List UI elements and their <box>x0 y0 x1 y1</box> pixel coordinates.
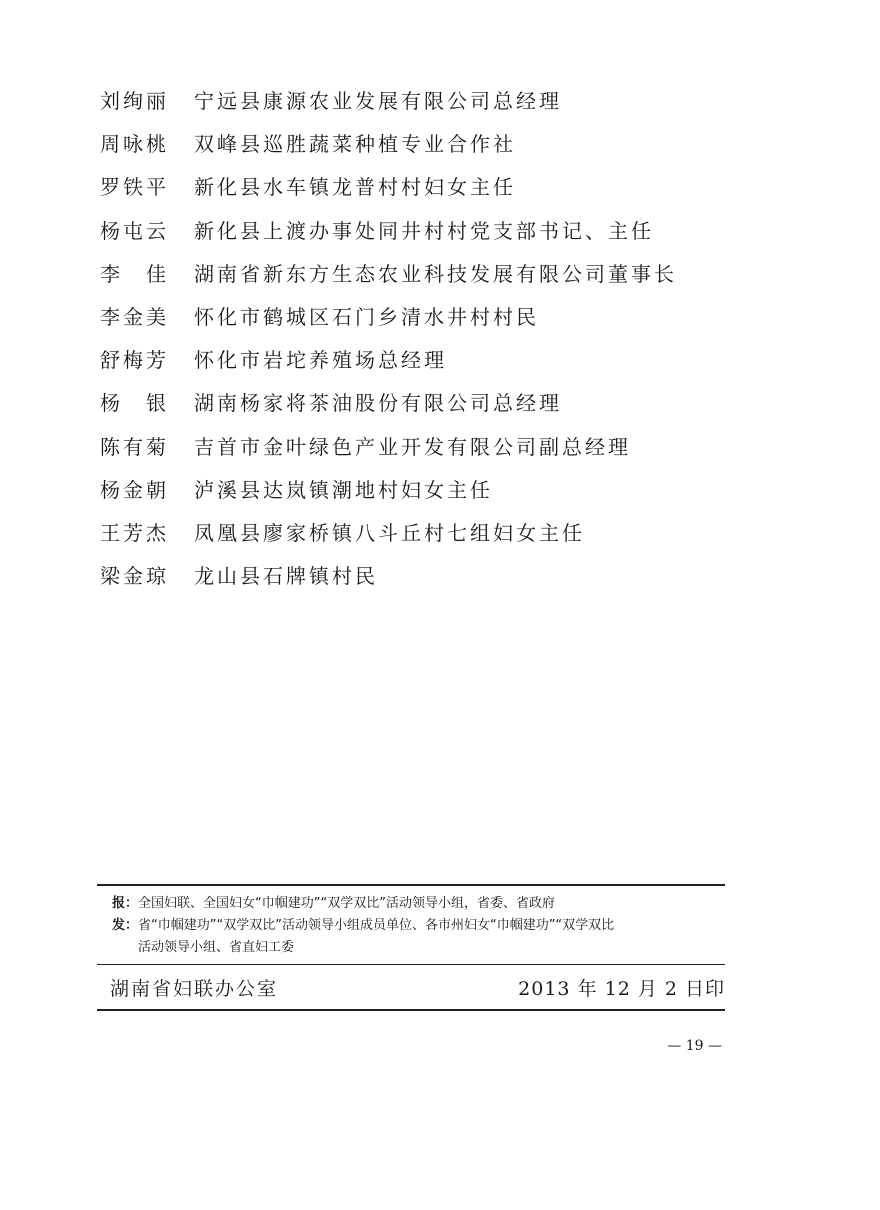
member-name: 陈有菊 <box>100 434 169 459</box>
send-text-continued: 活动领导小组、省直妇工委 <box>138 940 295 955</box>
footer-top-rule <box>97 884 725 886</box>
send-label: 发： <box>112 918 139 933</box>
member-description: 湖南杨家将茶油股份有限公司总经理 <box>194 391 562 416</box>
member-description: 新化县水车镇龙普村村妇女主任 <box>194 175 516 200</box>
member-description: 双峰县巡胜蔬菜种植专业合作社 <box>194 132 516 157</box>
member-name: 李 佳 <box>100 261 169 286</box>
send-line <box>112 915 732 937</box>
member-name: 刘绚丽 <box>100 89 169 114</box>
issuer-name: 湖南省妇联办公室 <box>110 977 279 1000</box>
list-item <box>100 208 840 251</box>
member-list <box>100 78 840 596</box>
footer-bottom-rule <box>97 1009 725 1011</box>
list-item <box>100 553 840 596</box>
page-number: — 19 — <box>667 1038 722 1054</box>
list-item <box>100 78 840 121</box>
member-description: 吉首市金叶绿色产业开发有限公司副总经理 <box>194 434 631 459</box>
member-name: 罗铁平 <box>100 175 169 200</box>
member-name: 舒梅芳 <box>100 348 169 373</box>
member-description: 怀化市鹤城区石门乡清水井村村民 <box>194 305 539 330</box>
member-name: 王芳杰 <box>100 520 169 545</box>
member-description: 宁远县康源农业发展有限公司总经理 <box>194 89 562 114</box>
list-item <box>100 164 840 207</box>
distribution-notes <box>112 893 732 959</box>
list-item <box>100 337 840 380</box>
member-name: 杨金朝 <box>100 477 169 502</box>
member-description: 凤凰县廖家桥镇八斗丘村七组妇女主任 <box>194 520 585 545</box>
footer-middle-rule <box>97 964 725 965</box>
list-item <box>100 424 840 467</box>
member-name: 梁金琼 <box>100 564 169 589</box>
list-item <box>100 380 840 423</box>
member-description: 新化县上渡办事处同井村村党支部书记、主任 <box>194 218 654 243</box>
send-text: 省“巾帼建功”“双学双比”活动领导小组成员单位、各市州妇女“巾帼建功”“双学双比 <box>138 918 615 933</box>
member-name: 杨屯云 <box>100 218 169 243</box>
member-description: 泸溪县达岚镇潮地村妇女主任 <box>194 477 493 502</box>
member-name: 杨 银 <box>100 391 169 416</box>
list-item <box>100 294 840 337</box>
report-text: 全国妇联、全国妇女“巾帼建功”“双学双比”活动领导小组，省委、省政府 <box>138 896 555 911</box>
report-line <box>112 893 732 915</box>
list-item <box>100 467 840 510</box>
print-date: 2013 年 12 月 2 日印 <box>518 977 725 1000</box>
list-item <box>100 251 840 294</box>
list-item <box>100 121 840 164</box>
report-label: 报： <box>112 896 139 911</box>
issuer-row <box>110 970 725 1004</box>
list-item <box>100 510 840 553</box>
member-description: 湖南省新东方生态农业科技发展有限公司董事长 <box>194 261 677 286</box>
member-description: 怀化市岩坨养殖场总经理 <box>194 348 447 373</box>
member-description: 龙山县石牌镇村民 <box>194 564 378 589</box>
member-name: 李金美 <box>100 305 169 330</box>
member-name: 周咏桃 <box>100 132 169 157</box>
